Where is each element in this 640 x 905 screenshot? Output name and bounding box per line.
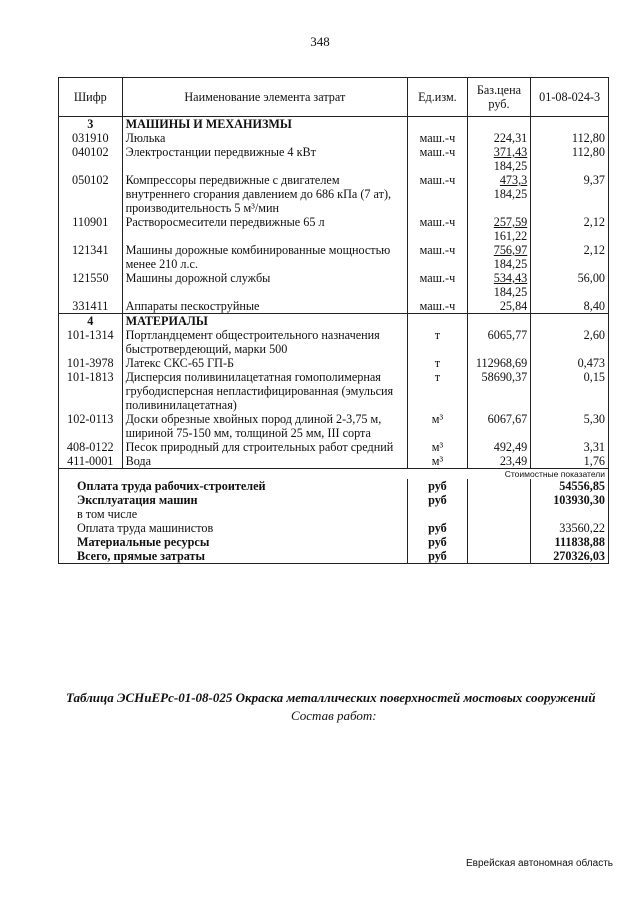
row-name: Растворосмесители передвижные 65 л bbox=[122, 215, 408, 243]
summary-unit: руб bbox=[408, 479, 468, 493]
row-price-labor: 184,25 bbox=[493, 159, 528, 173]
row-price-labor: 184,25 bbox=[493, 285, 528, 299]
table-row bbox=[59, 131, 609, 145]
row-price: 58690,37 bbox=[467, 370, 531, 412]
summary-name: Оплата труда рабочих-строителей bbox=[59, 479, 408, 493]
row-code: 110901 bbox=[59, 215, 123, 243]
row-price-main: 473,3 bbox=[499, 173, 528, 187]
row-price: 6067,67 bbox=[467, 412, 531, 440]
table-row bbox=[59, 356, 609, 370]
row-name: Компрессоры передвижные с двигателем внутреннего сгорания давлением до 686 кПа (7 ат), производительность 5 м³/мин bbox=[122, 173, 408, 215]
summary-row bbox=[59, 493, 609, 507]
summary-value bbox=[531, 507, 609, 521]
row-unit: т bbox=[408, 356, 468, 370]
row-name: Латекс СКС-65 ГП-Б bbox=[122, 356, 408, 370]
row-price-labor: 184,25 bbox=[493, 257, 528, 271]
row-value: 0,15 bbox=[531, 370, 609, 412]
table-row bbox=[59, 271, 609, 299]
summary-row bbox=[59, 521, 609, 535]
empty-cell bbox=[467, 507, 531, 521]
row-name: Доски обрезные хвойных пород длиной 2-3,75 м, шириной 75-150 мм, толщиной 25 мм, III сорта bbox=[122, 412, 408, 440]
row-value: 2,12 bbox=[531, 215, 609, 243]
table-row bbox=[59, 440, 609, 454]
row-code: 101-1813 bbox=[59, 370, 123, 412]
table-row bbox=[59, 412, 609, 440]
row-name: Люлька bbox=[122, 131, 408, 145]
row-value: 112,80 bbox=[531, 131, 609, 145]
header-name: Наименование элемента затрат bbox=[122, 78, 408, 117]
row-price bbox=[467, 145, 531, 173]
row-price bbox=[467, 215, 531, 243]
row-unit: м³ bbox=[408, 454, 468, 469]
row-price: 6065,77 bbox=[467, 328, 531, 356]
row-value: 112,80 bbox=[531, 145, 609, 173]
row-name: Портландцемент общестроительного назначения быстротвердеющий, марки 500 bbox=[122, 328, 408, 356]
row-name: Машины дорожные комбинированные мощностью менее 210 л.с. bbox=[122, 243, 408, 271]
section-number: 4 bbox=[59, 314, 123, 329]
row-code: 101-1314 bbox=[59, 328, 123, 356]
row-code: 101-3978 bbox=[59, 356, 123, 370]
summary-value: 103930,30 bbox=[531, 493, 609, 507]
row-value: 56,00 bbox=[531, 271, 609, 299]
header-base-price: Баз.цена руб. bbox=[467, 78, 531, 117]
row-code: 331411 bbox=[59, 299, 123, 314]
summary-value: 33560,22 bbox=[531, 521, 609, 535]
summary-value: 54556,85 bbox=[531, 479, 609, 493]
header-code: Шифр bbox=[59, 78, 123, 117]
table-row bbox=[59, 370, 609, 412]
row-price-main: 534,43 bbox=[493, 271, 528, 285]
row-price-main: 224,31 bbox=[493, 131, 528, 145]
row-value: 1,76 bbox=[531, 454, 609, 469]
row-name: Электростанции передвижные 4 кВт bbox=[122, 145, 408, 173]
empty-cell bbox=[467, 549, 531, 564]
summary-name: Всего, прямые затраты bbox=[59, 549, 408, 564]
table-title: Таблица ЭСНиЕРс-01-08-025 Окраска металлических поверхностей мостовых сооружений bbox=[66, 690, 596, 705]
row-unit: т bbox=[408, 328, 468, 356]
row-unit: м³ bbox=[408, 412, 468, 440]
row-price bbox=[467, 271, 531, 299]
row-price-main: 756,97 bbox=[493, 243, 528, 257]
row-code: 050102 bbox=[59, 173, 123, 215]
row-code: 031910 bbox=[59, 131, 123, 145]
summary-unit bbox=[408, 507, 468, 521]
table-row bbox=[59, 454, 609, 469]
row-name: Машины дорожной службы bbox=[122, 271, 408, 299]
header-unit: Ед.изм. bbox=[408, 78, 468, 117]
section-number: 3 bbox=[59, 117, 123, 132]
row-value: 3,31 bbox=[531, 440, 609, 454]
summary-name: Эксплуатация машин bbox=[59, 493, 408, 507]
row-price-main: 371,43 bbox=[493, 145, 528, 159]
row-unit: маш.-ч bbox=[408, 243, 468, 271]
row-value: 9,37 bbox=[531, 173, 609, 215]
row-code: 121550 bbox=[59, 271, 123, 299]
row-unit: м³ bbox=[408, 440, 468, 454]
row-name: Аппараты пескоструйные bbox=[122, 299, 408, 314]
summary-name: Материальные ресурсы bbox=[59, 535, 408, 549]
summary-row bbox=[59, 479, 609, 493]
summary-unit: руб bbox=[408, 493, 468, 507]
row-unit: маш.-ч bbox=[408, 271, 468, 299]
summary-value: 270326,03 bbox=[531, 549, 609, 564]
table-row bbox=[59, 299, 609, 314]
section-title: МАТЕРИАЛЫ bbox=[122, 314, 408, 329]
row-price: 112968,69 bbox=[467, 356, 531, 370]
row-value: 8,40 bbox=[531, 299, 609, 314]
table-row bbox=[59, 215, 609, 243]
table-row bbox=[59, 243, 609, 271]
row-price bbox=[467, 131, 531, 145]
row-code: 408-0122 bbox=[59, 440, 123, 454]
empty-cell bbox=[467, 314, 531, 329]
empty-cell bbox=[467, 535, 531, 549]
table-row bbox=[59, 173, 609, 215]
row-price bbox=[467, 299, 531, 314]
row-price: 23,49 bbox=[467, 454, 531, 469]
row-code: 121341 bbox=[59, 243, 123, 271]
row-value: 2,60 bbox=[531, 328, 609, 356]
row-price: 492,49 bbox=[467, 440, 531, 454]
caption-row bbox=[59, 469, 609, 480]
row-name: Дисперсия поливинилацетатная гомополимерная грубодисперсная непластифицированная (эмульсия поливинилацетатная) bbox=[122, 370, 408, 412]
row-price bbox=[467, 173, 531, 215]
row-name: Песок природный для строительных работ средний bbox=[122, 440, 408, 454]
row-name: Вода bbox=[122, 454, 408, 469]
row-price-main: 257,59 bbox=[493, 215, 528, 229]
summary-unit: руб bbox=[408, 521, 468, 535]
resource-table bbox=[58, 77, 609, 564]
row-value: 0,473 bbox=[531, 356, 609, 370]
table-row bbox=[59, 145, 609, 173]
page-number: 348 bbox=[310, 34, 330, 49]
summary-row bbox=[59, 507, 609, 521]
work-composition-label: Состав работ: bbox=[291, 708, 377, 723]
row-value: 2,12 bbox=[531, 243, 609, 271]
empty-cell bbox=[531, 314, 609, 329]
row-price-main: 25,84 bbox=[499, 299, 528, 313]
table-body bbox=[59, 117, 609, 564]
summary-row bbox=[59, 535, 609, 549]
row-unit: т bbox=[408, 370, 468, 412]
row-price-labor: 184,25 bbox=[493, 187, 528, 201]
row-unit: маш.-ч bbox=[408, 215, 468, 243]
empty-cell bbox=[467, 521, 531, 535]
header-norm: 01-08-024-3 bbox=[531, 78, 609, 117]
section-title: МАШИНЫ И МЕХАНИЗМЫ bbox=[122, 117, 408, 132]
cost-indicators-caption: Стоимостные показатели bbox=[59, 469, 609, 480]
row-unit: маш.-ч bbox=[408, 299, 468, 314]
row-value: 5,30 bbox=[531, 412, 609, 440]
empty-cell bbox=[467, 479, 531, 493]
summary-row bbox=[59, 549, 609, 564]
row-unit: маш.-ч bbox=[408, 131, 468, 145]
summary-value: 111838,88 bbox=[531, 535, 609, 549]
footer-region: Еврейская автономная область bbox=[466, 858, 613, 869]
row-code: 102-0113 bbox=[59, 412, 123, 440]
section-row bbox=[59, 314, 609, 329]
row-price-labor: 161,22 bbox=[493, 229, 528, 243]
table-row bbox=[59, 328, 609, 356]
row-price bbox=[467, 243, 531, 271]
empty-cell bbox=[408, 314, 468, 329]
summary-name: Оплата труда машинистов bbox=[59, 521, 408, 535]
row-unit: маш.-ч bbox=[408, 145, 468, 173]
summary-unit: руб bbox=[408, 549, 468, 564]
empty-cell bbox=[467, 493, 531, 507]
row-code: 040102 bbox=[59, 145, 123, 173]
row-code: 411-0001 bbox=[59, 454, 123, 469]
row-unit: маш.-ч bbox=[408, 173, 468, 215]
summary-unit: руб bbox=[408, 535, 468, 549]
summary-name: в том числе bbox=[59, 507, 408, 521]
